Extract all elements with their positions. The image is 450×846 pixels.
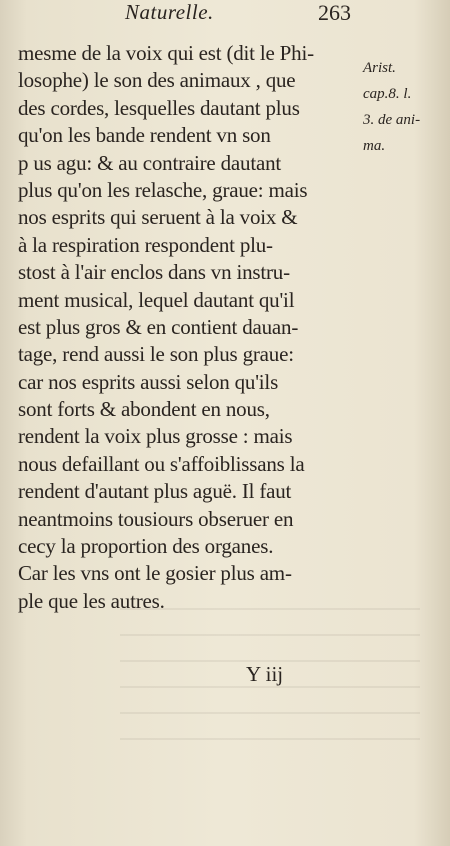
text-line: Car les vns ont le gosier plus am- <box>18 561 292 586</box>
text-line: mesme de la voix qui est (dit le Phi- <box>18 41 314 65</box>
text-line: ple que les autres. <box>18 588 165 613</box>
text-line: p us agu: & au contraire dautant <box>18 150 282 175</box>
text-line: ment musical, lequel dautant qu'il <box>18 287 295 312</box>
text-line: est plus gros & en contient dauan- <box>18 314 299 339</box>
marginal-note-line: ma. <box>363 138 386 154</box>
text-line: sont forts & abondent en nous, <box>18 397 270 422</box>
text-line: stost à l'air enclos dans vn instru- <box>18 260 290 285</box>
text-line: des cordes, lesquelles dautant plus <box>18 95 300 120</box>
body-text <box>18 40 363 615</box>
text-line: qu'on les bande rendent vn son <box>18 123 271 148</box>
page-number: 263 <box>318 0 351 25</box>
marginal-note <box>363 55 450 159</box>
text-line: à la respiration respondent plu- <box>18 232 273 257</box>
marginal-note-line: 3. de ani- <box>363 112 421 128</box>
text-line: plus qu'on les relasche, graue: mais <box>18 177 308 202</box>
text-line: nos esprits qui seruent à la voix & <box>18 205 298 230</box>
text-line: cecy la proportion des organes. <box>18 534 274 559</box>
running-title: Naturelle. <box>125 0 214 24</box>
text-line: losophe) le son des animaux , que <box>18 68 296 93</box>
text-line: neantmoins tousiours obseruer en <box>18 506 294 531</box>
text-line: nous defaillant ou s'affoiblissans la <box>18 451 305 476</box>
signature-mark: Y iij <box>246 662 284 686</box>
marginal-note-line: Arist. <box>363 60 396 76</box>
text-line: rendent la voix plus grosse : mais <box>18 424 293 449</box>
text-line: rendent d'autant plus aguë. Il faut <box>18 479 292 504</box>
text-line: tage, rend aussi le son plus graue: <box>18 342 294 367</box>
text-line: car nos esprits aussi selon qu'ils <box>18 369 279 394</box>
marginal-note-line: cap.8. l. <box>363 86 412 102</box>
